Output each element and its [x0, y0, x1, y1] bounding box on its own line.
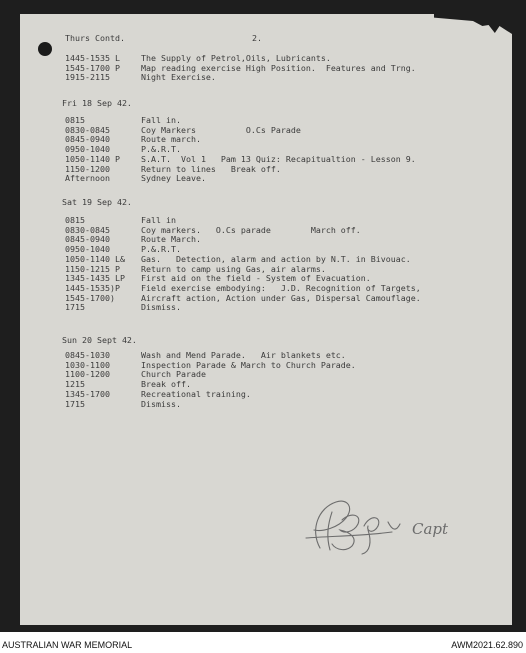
footer-credit: AUSTRALIAN WAR MEMORIAL [2, 640, 133, 650]
schedule-time: 1215 [65, 379, 85, 390]
schedule-activity: Map reading exercise High Position. Features and Trng. [141, 62, 416, 73]
schedule-time: 1150-1200 [65, 163, 110, 174]
schedule-activity: Sydney Leave. [141, 173, 206, 184]
page-heading: Thurs Contd. [65, 33, 125, 43]
schedule-time: 0830-0845 [65, 124, 110, 135]
day-heading: Fri 18 Sep 42. [62, 98, 132, 108]
schedule-time: 1050-1140 L& [65, 253, 125, 264]
schedule-activity: Wash and Mend Parade. Air blankets etc. [141, 350, 346, 360]
schedule-activity: Coy Markers O.Cs Parade [141, 124, 301, 135]
schedule-time: 0830-0845 [65, 224, 110, 235]
schedule-time: 1030-1100 [65, 359, 110, 370]
schedule-activity: Inspection Parade & March to Church Parade. [141, 359, 356, 370]
schedule-time: 1545-1700 P [65, 62, 120, 73]
schedule-time: 1445-1535)P [65, 282, 120, 293]
schedule-time: 1100-1200 [65, 369, 110, 380]
page-number: 2. [252, 33, 262, 43]
schedule-time: 0845-0940 [65, 134, 110, 145]
schedule-activity: Dismiss. [141, 302, 181, 313]
schedule-activity: Route march. [141, 134, 201, 145]
schedule-time: 1545-1700) [65, 292, 115, 303]
schedule-time: 1915-2115 [65, 72, 110, 83]
schedule-time: 0845-0940 [65, 234, 110, 245]
schedule-activity: Recreational training. [141, 388, 251, 399]
schedule-activity: Break off. [141, 379, 191, 390]
schedule-activity: Return to camp using Gas, air alarms. [141, 263, 326, 274]
schedule-time: Afternoon [65, 173, 110, 184]
schedule-time: 1150-1215 P [65, 263, 120, 274]
document-page [20, 14, 512, 625]
schedule-activity: Gas. Detection, alarm and action by N.T. in Bivouac. [141, 253, 411, 264]
schedule-time: 0815 [65, 215, 85, 225]
schedule-time: 0950-1040 [65, 144, 110, 155]
svg-text:Capt: Capt [412, 520, 449, 538]
schedule-time: 1445-1535 L [65, 53, 120, 63]
schedule-time: 1050-1140 P [65, 153, 120, 164]
schedule-activity: P.&.R.T. [141, 244, 181, 255]
schedule-activity: Church Parade [141, 369, 206, 380]
footer-accession-number: AWM2021.62.890 [451, 640, 523, 650]
schedule-time: 0845-1030 [65, 350, 110, 360]
handwritten-signature [292, 490, 462, 560]
schedule-activity: Fall in. [141, 115, 181, 125]
schedule-activity: P.&.R.T. [141, 144, 181, 155]
schedule-activity: S.A.T. Vol 1 Pam 13 Quiz: Recapitualtion - Lesson 9. [141, 153, 416, 164]
schedule-activity: Return to lines Break off. [141, 163, 281, 174]
schedule-time: 0815 [65, 115, 85, 125]
schedule-time: 1345-1435 LP [65, 273, 125, 284]
schedule-time: 0950-1040 [65, 244, 110, 255]
day-heading: Sat 19 Sep 42. [62, 197, 132, 207]
schedule-activity: First aid on the field - System of Evacuation. [141, 273, 371, 284]
schedule-activity: Dismiss. [141, 398, 181, 409]
schedule-activity: The Supply of Petrol,Oils, Lubricants. [141, 53, 331, 63]
schedule-activity: Field exercise embodying: J.D. Recognition of Targets, [141, 282, 421, 293]
schedule-activity: Coy markers. O.Cs parade March off. [141, 224, 361, 235]
schedule-activity: Night Exercise. [141, 72, 216, 83]
schedule-activity: Route March. [141, 234, 201, 245]
schedule-activity: Aircraft action, Action under Gas, Dispersal Camouflage. [141, 292, 421, 303]
schedule-time: 1345-1700 [65, 388, 110, 399]
day-heading: Sun 20 Sept 42. [62, 335, 137, 345]
schedule-time: 1715 [65, 302, 85, 313]
schedule-time: 1715 [65, 398, 85, 409]
schedule-activity: Fall in [141, 215, 176, 225]
